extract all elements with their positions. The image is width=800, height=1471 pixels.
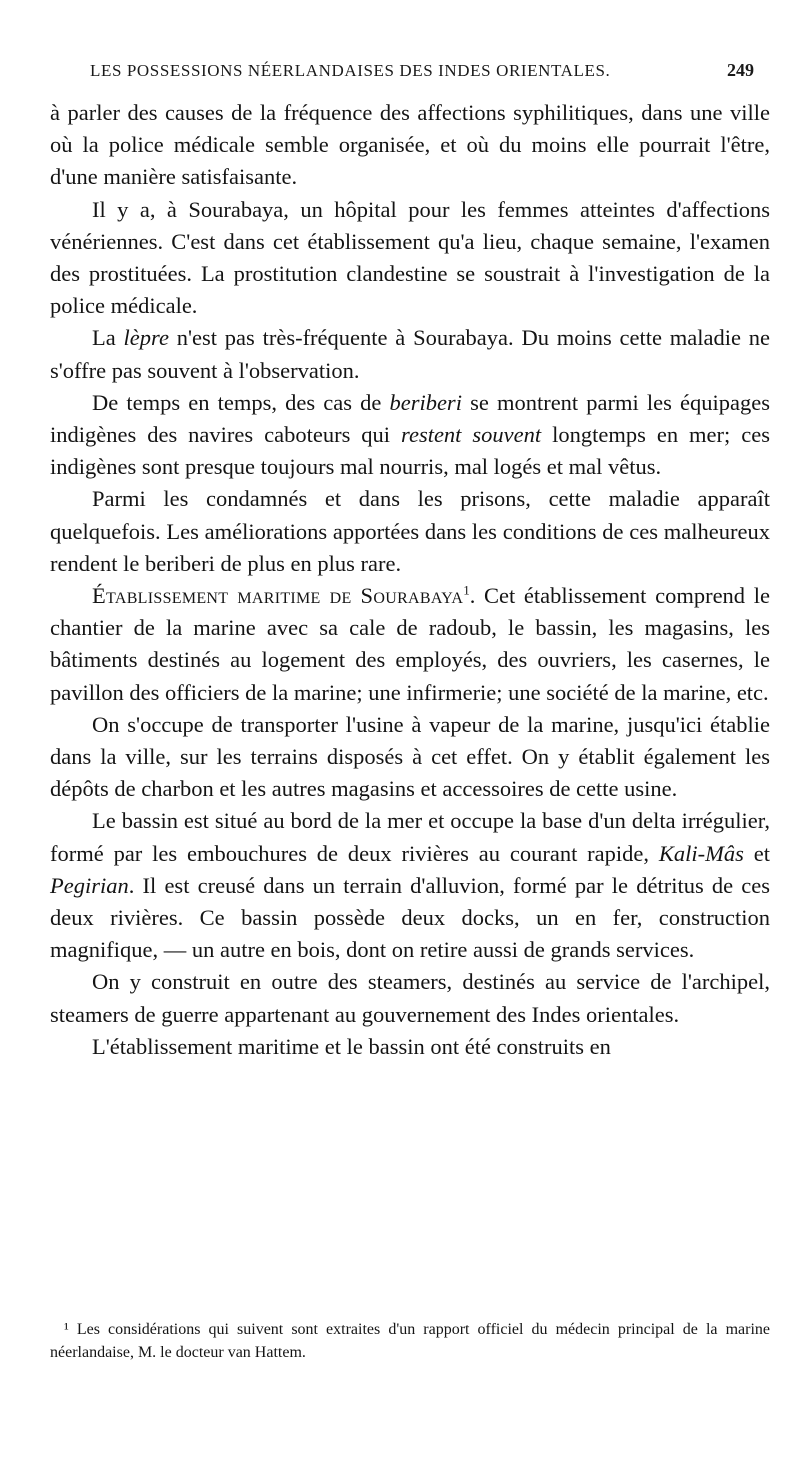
paragraph-4-after: longtemps en mer; ces indigènes sont presque toujours mal nourris, mal logés et mal vêtus.	[50, 422, 770, 480]
footnote-marker: ¹	[64, 1321, 69, 1338]
footnote	[50, 1318, 770, 1364]
paragraph-5-text: Parmi les condamnés et dans les prisons, cette maladie apparaît quelquefois. Les améliorations apportées dans les conditions de ces malheureux rendent le beriberi de plus en plus rare.	[50, 486, 770, 576]
paragraph-4-middle: se montrent parmi les équipages indigènes des navires caboteurs qui	[50, 389, 771, 448]
page-number: 249	[727, 60, 754, 80]
paragraph-9	[50, 966, 770, 1030]
paragraph-8	[50, 805, 770, 966]
paragraph-3-before: La	[92, 325, 124, 351]
paragraph-4-italic-1: beriberi	[389, 389, 462, 415]
paragraph-3-italic: lèpre	[123, 325, 169, 351]
paragraph-2	[50, 194, 770, 323]
footnote-text: Les considérations qui suivent sont extraites d'un rapport officiel du médecin principal de la marine néerlandaise, M. le docteur van Hattem.	[50, 1321, 770, 1361]
paragraph-10-text: L'établissement maritime et le bassin ont été construits en	[92, 1033, 611, 1059]
paragraph-10	[50, 1031, 770, 1063]
paragraph-4-italic-2: restent souvent	[401, 422, 542, 448]
running-header	[90, 60, 754, 81]
paragraph-3	[50, 322, 770, 386]
paragraph-6-after: . Cet établissement comprend le chantier de la marine avec sa cale de radoub, le bassin, les magasins, les bâtiments destinés au logement des employés, des ouvriers, les casernes, le pavillon des officiers de la marine; une infirmerie; une société de la marine, etc.	[50, 583, 770, 705]
paragraph-1	[50, 97, 770, 194]
paragraph-4	[50, 387, 770, 484]
paragraph-8-after: . Il est creusé dans un terrain d'alluvion, formé par le détritus de ces deux rivières. Ce bassin possède deux docks, un en fer, construction magnifique, — un autre en bois, dont on retire aussi de grands services.	[50, 872, 770, 963]
paragraph-8-italic-1: Kali-Mâs	[658, 840, 744, 866]
footnote-paragraph	[50, 1318, 770, 1364]
section-heading: Établissement maritime de Sourabaya	[92, 583, 464, 609]
paragraph-8-before: Le bassin est situé au bord de la mer et occupe la base d'un delta irrégulier, formé par les embouchures de deux rivières au courant rapide,	[50, 808, 770, 866]
body-text	[50, 97, 770, 1063]
footnote-reference: 1	[463, 582, 470, 598]
paragraph-5	[50, 483, 770, 580]
paragraph-9-text: On y construit en outre des steamers, destinés au service de l'archipel, steamers de guerre appartenant au gouvernement des Indes orientales.	[50, 969, 770, 1027]
paragraph-1-text: à parler des causes de la fréquence des affections syphilitiques, dans une ville où la police médicale semble organisée, et où du moins elle pourrait l'être, d'une manière satisfaisante.	[50, 100, 770, 190]
paragraph-3-after: n'est pas très-fréquente à Sourabaya. Du moins cette maladie ne s'offre pas souvent à l'observation.	[50, 325, 771, 383]
paragraph-2-text: Il y a, à Sourabaya, un hôpital pour les femmes atteintes d'affections vénériennes. C'est dans cet établissement qu'a lieu, chaque semaine, l'examen des prostituées. La prostitution clandestine se soustrait à l'investigation de la police médicale.	[50, 196, 770, 319]
paragraph-7-text: On s'occupe de transporter l'usine à vapeur de la marine, jusqu'ici établie dans la ville, sur les terrains disposés à cet effet. On y établit également les dépôts de charbon et les autres magasins et accessoires de cette usine.	[50, 711, 770, 802]
paragraph-6	[50, 580, 770, 709]
paragraph-7	[50, 709, 770, 806]
running-title: LES POSSESSIONS NÉERLANDAISES DES INDES ORIENTALES.	[90, 61, 611, 80]
paragraph-8-italic-2: Pegirian	[50, 872, 129, 898]
paragraph-4-before: De temps en temps, des cas de	[92, 389, 390, 415]
paragraph-8-middle: et	[743, 840, 770, 866]
